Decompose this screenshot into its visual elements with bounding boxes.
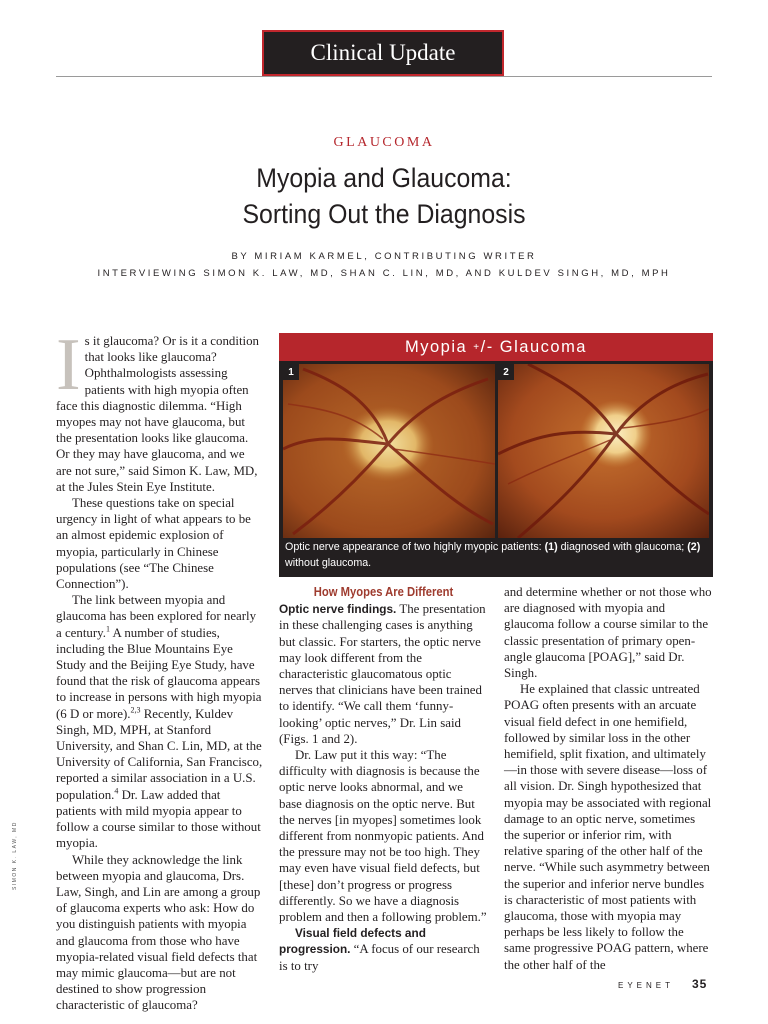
footer-publication: EYENET: [618, 981, 675, 990]
page-number: 35: [692, 977, 708, 991]
figure-title-a: Myopia: [404, 337, 468, 356]
section-header-box: [262, 30, 504, 76]
paragraph-3: [56, 592, 263, 851]
caption-text-b: diagnosed with glaucoma;: [557, 541, 688, 553]
p3-text-b: A number of studies, including the Blue Mountains Eye Study and the Beijing Eye Study, have found that the risk of glaucoma appears to increase in persons with high myopia (6 D or more).: [56, 625, 262, 721]
paragraph-optic-nerve: [279, 601, 488, 747]
paragraph-visual-field: [279, 925, 488, 974]
p3-text-c: Recently, Kuldev Singh, MD, MPH, at Stanford University, and Shan C. Lin, MD, at the University of California, San Francisco, reported a similar association in a U.S. population.: [56, 706, 263, 802]
paragraph-law-quote: Dr. Law put it this way: “The difficulty with diagnosis is because the optic nerve looks abnormal, and we base diagnosis on the optic nerve. But the nerves [in myopes] sometimes look different from nonmyopic patients. And the pressure may not be too high. They may even have visual field defects, but [these] don’t progress or progress differently. So we have a diagnosis problem and then a following problem.”: [279, 748, 487, 925]
column-2: [279, 584, 488, 974]
p3-text-d: Dr. Law added that patients with mild myopia appear to follow a course similar to those without myopia.: [56, 787, 261, 851]
paragraph-optic-nerve-text: The presentation in these challenging cases is anything but classic. For starters, the optic nerve may look different from the characteristic glaucomatous optic nerves that clinicians have been trained to identify. “We call them ‘funny-looking’ optic nerves,” Dr. Lin said (Figs. 1 and 2).: [279, 602, 486, 746]
photo-1-number: 1: [283, 364, 299, 380]
paragraph-singh-continued: and determine whether or not those who are diagnosed with myopia and glaucoma follow a course similar to the classic presentation of primary open-angle glaucoma [POAG],” said Dr. Singh.: [504, 585, 712, 681]
article-kicker: GLAUCOMA: [333, 135, 435, 150]
paragraph-1-text: s it glaucoma? Or is it a condition that looks like glaucoma? Ophthalmologists assessing patients with high myopia often face this diagnostic dilemma. “High myopes may not have glaucoma, but the presentation looks like glaucoma. Or they may have glaucoma, and we are not sure,” said Simon K. Law, MD, at the Jules Stein Eye Institute.: [56, 334, 260, 494]
figure-title-bar: [279, 333, 713, 361]
footnote-ref: 2,3: [130, 705, 141, 715]
paragraph-4: While they acknowledge the link between myopia and glaucoma, Drs. Law, Singh, and Lin are among a group of glaucoma experts who ask: How do you distinguish patients with myopia and glaucoma from those who have myopia-related visual field defects that may mimic glaucoma—but are not destined to show progression characteristic of glaucoma?: [56, 852, 261, 1013]
lead-in-visual-field: Visual field defects and progression.: [279, 926, 426, 957]
footnote-ref: 4: [114, 786, 119, 796]
paragraph-2: These questions take on special urgency in light of what appears to be an almost epidemic explosion of myopia, particularly in Chinese populations (see “The Chinese Connection”).: [56, 496, 251, 592]
lead-in-optic-nerve: Optic nerve findings.: [279, 602, 397, 617]
drop-cap: I: [56, 324, 81, 406]
side-photo-credit: SIMON K. LAW, MD: [12, 821, 18, 890]
paragraph-poag: He explained that classic untreated POAG often presents with an arcuate visual field defect in one hemifield, followed by similar loss in the other hemifield, split fixation, and ultimately—in those with severe disease—loss of all vision. Dr. Singh hypothesized that myopia may be associated with regional damage to an optic nerve, sometimes the superior or inferior rim, with relative sparing of the other half of the nerve. “While such asymmetry between the superior and inferior nerve bundles is characteristic of most patients with glaucoma, those with myopia may perhaps be less likely to follow the same progressive POAG pattern, where the other half of the: [504, 682, 712, 972]
title-line-2: Sorting Out the Diagnosis: [242, 199, 526, 229]
footnote-ref: 1: [105, 624, 110, 634]
paragraph-visual-field-text: “A focus of our research is to try: [279, 942, 480, 973]
caption-text-c: without glaucoma.: [285, 557, 372, 569]
header-rule: [56, 76, 712, 77]
caption-text-a: Optic nerve appearance of two highly myopic patients:: [285, 541, 545, 553]
section-header-label: Clinical Update: [310, 40, 456, 65]
byline-interviewees: INTERVIEWING SIMON K. LAW, MD, SHAN C. LIN, MD, AND KULDEV SINGH, MD, MPH: [97, 268, 671, 279]
photo-2-number: 2: [498, 364, 514, 380]
figure-title-b: /- Glaucoma: [480, 337, 587, 356]
p3-text-a: The link between myopia and glaucoma has been explored for nearly a century.: [56, 593, 257, 640]
figure-fundus-photos: [279, 333, 713, 577]
section-subhead: How Myopes Are Different: [313, 585, 454, 599]
fundus-photo-1: [283, 364, 495, 538]
article-title: [31, 160, 738, 232]
column-1: [56, 324, 263, 1014]
fundus-photo-2: [498, 364, 709, 538]
figure-caption: [285, 539, 709, 571]
title-line-1: Myopia and Glaucoma:: [256, 163, 512, 193]
caption-ref-1: (1): [544, 541, 558, 553]
paragraph-1: [56, 324, 263, 495]
caption-ref-2: (2): [687, 541, 701, 553]
figure-title-sup: +: [473, 341, 481, 353]
byline-author: BY MIRIAM KARMEL, CONTRIBUTING WRITER: [231, 251, 537, 262]
column-3: [504, 584, 713, 973]
